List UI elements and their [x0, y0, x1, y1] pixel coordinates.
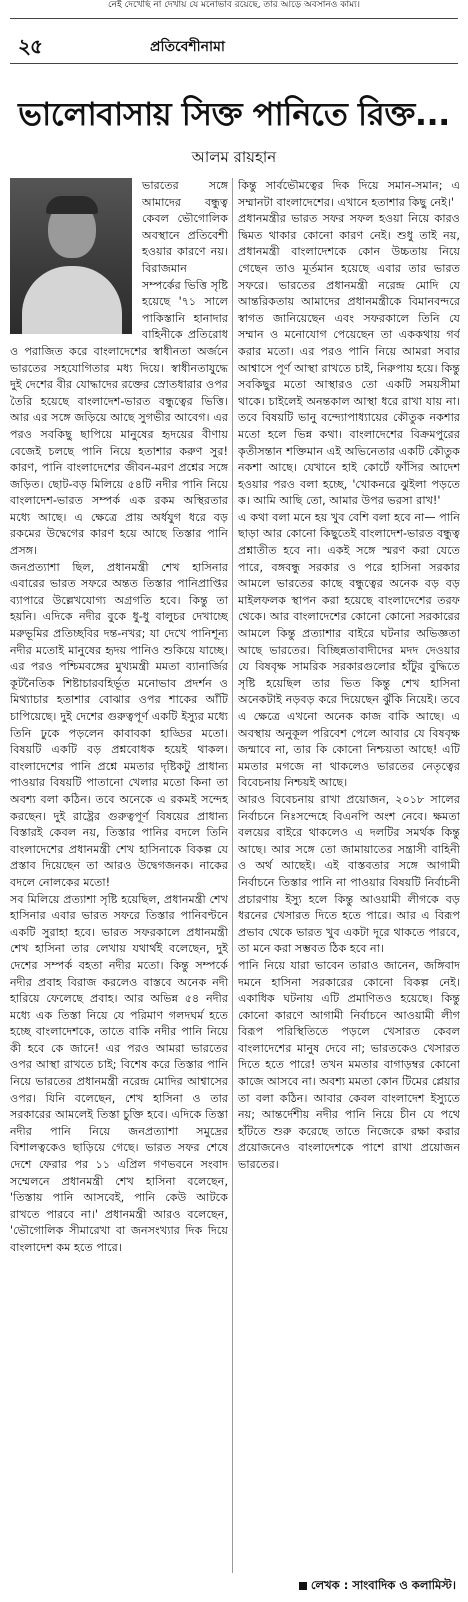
- headline: ভালোবাসায় সিক্ত পানিতে রিক্ত...: [18, 95, 450, 133]
- paragraph: সব মিলিয়ে প্রত্যাশা সৃষ্টি হয়েছিল, প্রধানমন্ত্রী শেখ হাসিনার এবার ভারত সফরে তিস্তার পানিবণ্টনে একটি সুরাহা হবে। ভারত সফরকালে প্রধানমন্ত্রী শেখ হাসিনা তার লেখায় যথার্থই বলেছেন, দুই দেশের সম্পর্ক বহতা নদীর মতো। কিন্তু সম্পর্কে নদীর প্রবাহ বিরাজ করলেও বাস্তবে অনেক নদী হারিয়ে ফেলেছে প্রবাহ। আর অভিন্ন ৫৪ নদীর মধ্যে এক তিস্তা নিয়ে যে পরিমাণ গলদঘর্ম হতে হচ্ছে বাংলাদেশকে, তাতে বাকি নদীর পানি নিয়ে কী হবে কে জানে! এর পরও আমরা ভারতের ওপর আস্থা রাখতে চাই; বিশেষ করে তিস্তার পানি নিয়ে ভারতের প্রধানমন্ত্রী নরেন্দ্র মোদির আশ্বাসের ওপর। যিনি বলেছেন, শেখ হাসিনা ও তার সরকারের আমলেই তিস্তা চুক্তি হবে। এদিকে তিস্তা নদীর পানি নিয়ে জনপ্রত্যাশা সমুদ্রের বিশালত্বকেও ছাড়িয়ে গেছে। ভারত সফর শেষে দেশে ফেরার পর ১১ এপ্রিল গণভবনে সংবাদ সম্মেলনে প্রধানমন্ত্রী শেখ হাসিনা বলেছেন, 'তিস্তায় পানি আসবেই, পানি কেউ আটকে রাখতে পারবে না।' প্রধানমন্ত্রী আরও বলেছেন, 'ভৌগোলিক সীমারেখা বা জনসংখ্যার দিক দিয়ে বাংলাদেশ কম হতে পারে।: [10, 892, 228, 1254]
- author-note: [299, 1577, 456, 1596]
- author-photo: [10, 178, 132, 334]
- paragraph: প্রধানমন্ত্রীর ভারত সফর সফল হওয়া নিয়ে কারও দ্বিমত থাকার কোনো কারণ নেই। শুধু তাই নয়, প্রধানমন্ত্রী বাংলাদেশকে কোন উচ্চতায় নিয়ে গেছেন তাও মূর্তমান হয়েছে এবার তার ভারত সফরে। ভারতের প্রধানমন্ত্রী নরেন্দ্র মোদি যে আন্তরিকতায় আমাদের প্রধানমন্ত্রীকে বিমানবন্দরে স্বাগত জানিয়েছেন এবং সফরকালে তিনি যে সম্মান ও মনোযোগ পেয়েছেন তা এককথায় গর্ব করার মতো। এর পরও পানি নিয়ে আমরা সবার আশ্বাসে পূর্ণ আস্থা রাখতে চাই, নিরুপায় হয়ে। কিন্তু সবকিছুর মতো আস্থারও তো একটি সময়সীমা থাকে। চাইলেই অনন্তকাল আস্থা ধরে রাখা যায় না। তবে বিষয়টি ভানু বন্দ্যোপাধ্যায়ের কৌতুক নকশার মতো হলে ভিন্ন কথা। বাংলাদেশের বিক্রমপুরের কৃতীসন্তান শক্তিমান এই অভিনেতার একটি কৌতুক নকশা আছে। যেখানে হাই কোর্টে ফাঁসির আদেশ হওয়ার পরও বলা হচ্ছে, 'খোকনরে ঝুইলা পড়তে ক। আমি আছি তো, আমার উপর ভরসা রাখ!': [238, 212, 460, 508]
- byline: আলম রায়হান: [191, 148, 277, 166]
- section-title: প্রতিবেশীনামা: [150, 39, 225, 55]
- left-column: [10, 178, 228, 1578]
- paragraph: ভারতের সঙ্গে আমাদের বন্ধুত্ব কেবল ভৌগোলিক অবস্থানে প্রতিবেশী হওয়ার কারণে নয়। বিরাজমান সম্পর্কের ভিত্তি সৃষ্টি হয়েছে '৭১ সালে পাকিস্তানি হানাদার বাহিনীকে প্রতিরোধ ও পরাজিত করে বাংলাদেশের স্বাধীনতা অর্জনে ভারতের সহযোগিতার মধ্য দিয়ে। স্বাধীনতাযুদ্ধে দুই দেশের বীর যোদ্ধাদের রক্তের স্রোতধারার ওপর তৈরি হয়েছে বাংলাদেশ-ভারত বন্ধুত্বের ভিত্তি। আর এর সঙ্গে জড়িয়ে আছে সুগভীর আবেগ। এর পরও সবকিছু ছাপিয়ে মানুষের হৃদয়ের বীণায় বেজেই চলছে পানি নিয়ে হতাশার করুণ সুর! কারণ, পানি বাংলাদেশের জীবন-মরণ প্রশ্নের সঙ্গে জড়িত। ছোট-বড় মিলিয়ে ৫৪টি নদীর পানি নিয়ে বাংলাদেশ-ভারত সম্পর্ক এক রকম অস্থিরতার মধ্যে আছে। এ ক্ষেত্রে প্রায় অর্ধযুগ ধরে বড় রকমের উদ্বেগের কারণ হয়ে আছে তিস্তার পানি প্রসঙ্গ।: [10, 179, 228, 558]
- author-note-label: লেখক :: [310, 1578, 349, 1592]
- paragraph: আরও বিবেচনায় রাখা প্রয়োজন, ২০১৮ সালের নির্বাচনে নিঃসন্দেহে বিএনপি অংশ নেবে। ক্ষমতা বলয়ের বাইরে থাকলেও এ দলটির সমর্থক কিন্তু আছে। আর সঙ্গে তো জামায়াতের সন্ত্রাসী বাহিনী ও অর্থ আছেই। এই বাস্তবতার সঙ্গে আগামী নির্বাচনে তিস্তার পানি না পাওয়ার বিষয়টি নির্বাচনী প্রচারণায় ইস্যু হলে কিন্তু আওয়ামী লীগকে বড় ধরনের খেসারত দিতে হতে পারে। আর এ বিরূপ প্রভাব থেকে ভারত খুব একটা দূরে থাকতে পারবে, তা মনে করা সম্ভবত ঠিক হবে না।: [238, 792, 460, 956]
- square-bullet-icon: [299, 1582, 307, 1590]
- top-rule: [10, 18, 458, 19]
- page-number: ২৫: [18, 34, 42, 58]
- paragraph: জনপ্রত্যাশা ছিল, প্রধানমন্ত্রী শেখ হাসিনার এবারের ভারত সফরে অন্তত তিস্তার পানিপ্রাপ্তির ব্যাপারে উল্লেখযোগ্য অগ্রগতি হবে। কিন্তু তা হয়নি। এদিকে নদীর বুকে ধু-ধু বালুচর দেখাচ্ছে মরুভূমির প্রতিচ্ছবির দন্ত-নখর; যা দেখে পানিশূন্য নদীর মতোই মানুষের হৃদয় পানিও শুকিয়ে যাচ্ছে। এর পরও পশ্চিমবঙ্গের মুখ্যমন্ত্রী মমতা ব্যানার্জির কূটনৈতিক শিষ্টাচারবহির্ভূত মনোভাব প্রদর্শন ও মিথ্যাচার হতাশার বোঝার ওপর শাকের আঁটি চাপিয়েছে। দুই দেশের গুরুত্বপূর্ণ একটি ইস্যুর মধ্যে তিনি ঢুকে পড়লেন কাবাবকা হাড্ডির মতো। বিষয়টি একটি বড় প্রশ্নবোধক হয়েই থাকল। বাংলাদেশের পানি প্রশ্নে মমতার দৃষ্টিকটু প্রাধান্য পাওয়ার বিষয়টি পাতানো খেলার মতো কিনা তা অবশ্য বলা কঠিন। তবে অনেকে এ রকমই সন্দেহ করছেন। দুই রাষ্ট্রের গুরুত্বপূর্ণ বিষয়ের প্রাধান্য বিস্তারই কেবল নয়, তিস্তার পানির বদলে তিনি বাংলাদেশের প্রধানমন্ত্রী শেখ হাসিনাকে বিকল্প যে প্রস্তাব দিয়েছেন তা আরও উদ্বেগজনক। নাকের বদলে নোলকের মতো!: [10, 560, 228, 889]
- previous-article-strip: নেই দেখেছি না দেখায় যে মনোভাব রয়েছে, তার আড়ে অবসানও কাম্য।: [108, 0, 360, 10]
- paragraph: এ কথা বলা মনে হয় খুব বেশি বলা হবে না— পানি ছাড়া আর কোনো কিছুতেই বাংলাদেশ-ভারত বন্ধুত্ব প্রশ্নাতীত হবে না। একই সঙ্গে স্মরণ করা যেতে পারে, বঙ্গবন্ধু সরকার ও পরে হাসিনা সরকার আমলে ভারতের কাছে বন্ধুত্বের অনেক বড় বড় মাইলফলক স্থাপন করা হয়েছে বাংলাদেশের তরফ থেকে। আর বাংলাদেশের কোনো কোনো সরকারের আমলে কিন্তু প্রত্যাশার বাইরে ঘটনার অভিজ্ঞতা আছে ভারতের। বিচ্ছিন্নতাবাদীদের মদদ দেওয়ার যে বিষবৃক্ষ সামরিক সরকারগুলোর হাঁটুর বুদ্ধিতে সৃষ্টি হয়েছিল তার ভিত কিন্তু শেখ হাসিনা অনেকটাই নড়বড় করে দিয়েছেন ঝুঁকি নিয়েই। তবে এ ক্ষেত্রে এখনো অনেক কাজ বাকি আছে। এ অবস্থায় অনুকূল পরিবেশ পেলে আবার যে বিষবৃক্ষ জন্মাবে না, তার কি কোনো নিশ্চয়তা আছে! এটি মমতার মগজে না থাকলেও ভারতের নেতৃত্বের বিবেচনায় নিশ্চয়ই আছে।: [238, 510, 460, 790]
- section-rule: [10, 63, 458, 64]
- photo-hair: [46, 196, 98, 214]
- paragraph: কিন্তু সার্বভৌমত্বের দিক দিয়ে সমান-সমান; এ সম্মানটা বাংলাদেশের। এখানে হতাশার কিছু নেই।': [238, 179, 460, 209]
- photo-shoulders: [22, 266, 122, 334]
- author-note-text: সাংবাদিক ও কলামিস্ট।: [352, 1578, 456, 1592]
- paragraph: পানি নিয়ে যারা ভাবেন তারাও জানেন, জঙ্গিবাদ দমনে হাসিনা সরকারের কোনো বিকল্প নেই। একাধিক ঘটনায় এটি প্রমাণিতও হয়েছে। কিন্তু কোনো কারণে আগামী নির্বাচনে আওয়ামী লীগ বিরূপ পরিস্থিতিতে পড়লে খেসারত কেবল বাংলাদেশের মানুষ দেবে না; ভারতকেও খেসারত দিতে হতে পারে! তখন মমতার বাগাড়ম্বর কোনো কাজে আসবে না। অবশ্য মমতা কোন টিমের প্লেয়ার তা বলা কঠিন। আবার কেবল বাংলাদেশ ইস্যুতে নয়; আন্তর্দেশীয় নদীর পানি নিয়ে চীন যে পথে হাঁটতে শুরু করেছে তাতে নিজেকে রক্ষা করার প্রয়োজনেও বাংলাদেশকে পাশে রাখা প্রয়োজন ভারতের।: [238, 958, 460, 1172]
- column-divider: [232, 178, 233, 1573]
- right-column: [238, 178, 460, 1558]
